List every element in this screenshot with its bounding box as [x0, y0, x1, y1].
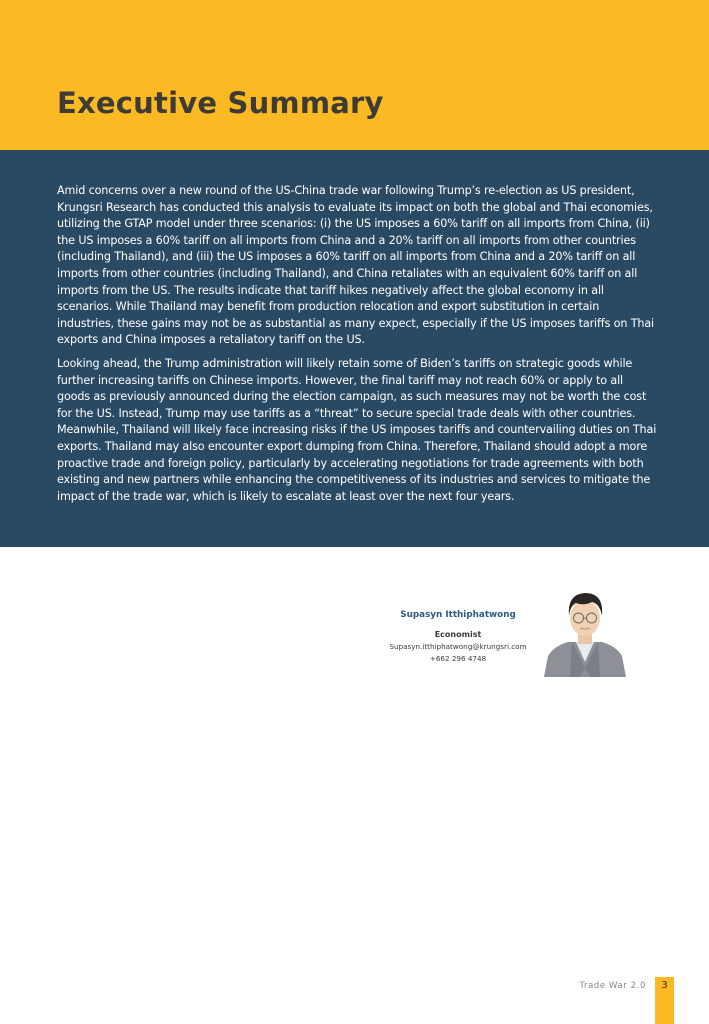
page-number: 3: [661, 980, 668, 991]
author-email[interactable]: Supasyn.itthiphatwong@krungsri.com: [389, 642, 527, 651]
page-title: Executive Summary: [57, 86, 384, 120]
author-role: Economist: [434, 630, 482, 639]
summary-paragraph: Looking ahead, the Trump administration will likely retain some of Biden’s tariffs on strategic goods while further increasing tariffs on Chinese imports. However, the final tariff may not reach 60% or apply to all goods as previously announced during the election campaign, as such measures may not be worth the cost for the US. Instead, Trump may use tariffs as a “threat” to secure special trade deals with other countries. Meanwhile, Thailand will likely face increasing risks if the US imposes tariffs and countervailing duties on Thai exports. Thailand may also encounter export dumping from China. Therefore, Thailand should adopt a more proactive trade and foreign policy, particularly by accelerating negotiations for trade agreements with both existing and new partners while enhancing the competitiveness of its industries and services to mitigate the impact of the trade war, which is likely to escalate at least over the next four years.: [57, 356, 657, 503]
executive-summary-text: [57, 183, 657, 512]
person-portrait-icon: [540, 588, 630, 677]
author-contact-block: [380, 606, 536, 665]
author-photo: [540, 588, 630, 677]
page-number-tab: [655, 977, 674, 1024]
author-name: Supasyn Itthiphatwong: [400, 610, 516, 620]
author-phone: +662 296 4748: [429, 654, 487, 663]
footer-running-title: Trade War 2.0: [579, 981, 646, 991]
summary-paragraph: Amid concerns over a new round of the US-China trade war following Trump’s re-election as US president, Krungsri Research has conducted this analysis to evaluate its impact on both the global and Thai economies, utilizing the GTAP model under three scenarios: (i) the US imposes a 60% tariff on all imports from China, (ii) the US imposes a 60% tariff on all imports from China and a 20% tariff on all imports from other countries (including Thailand), and (iii) the US imposes a 60% tariff on all imports from China and a 20% tariff on all imports from other countries (including Thailand), and China retaliates with an equivalent 60% tariff on all imports from the US. The results indicate that tariff hikes negatively affect the global economy in all scenarios. While Thailand may benefit from production relocation and export substitution in certain industries, these gains may not be as substantial as many expect, especially if the US imposes tariffs on Thai exports and China imposes a retaliatory tariff on the US.: [57, 184, 655, 347]
header-band: [0, 0, 709, 150]
